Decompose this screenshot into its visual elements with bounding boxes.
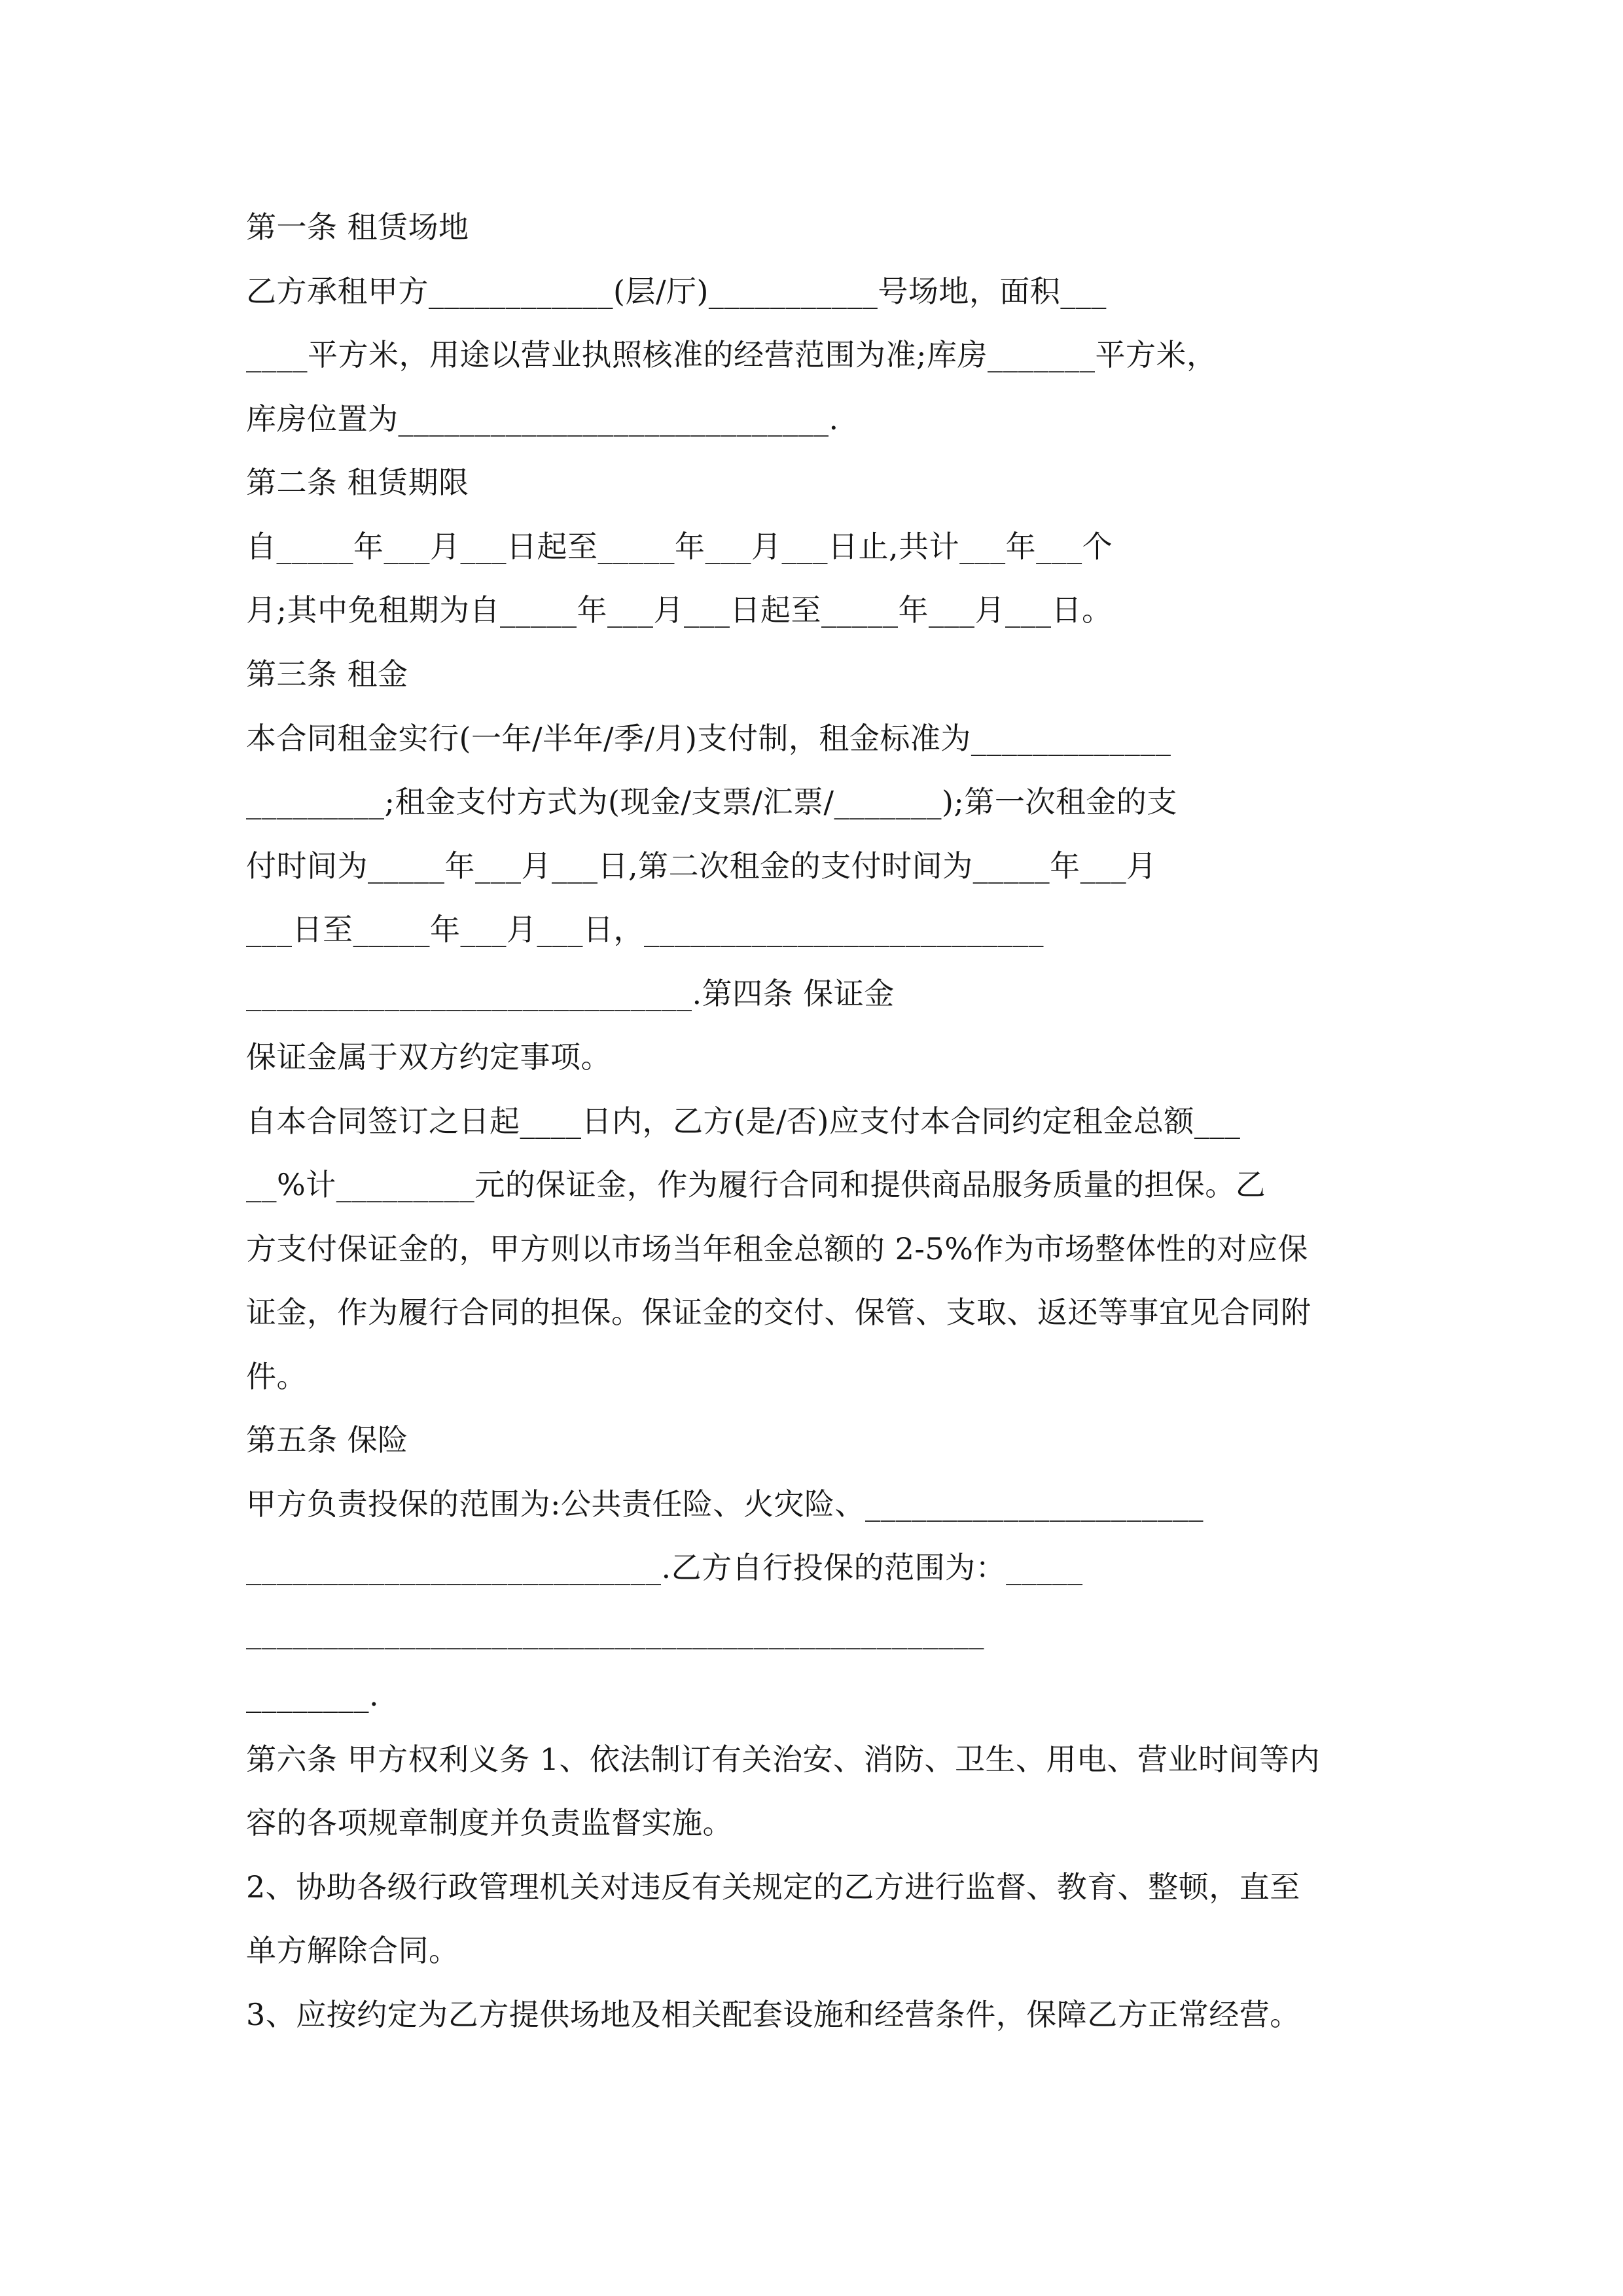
article-5-text-line: 甲方负责投保的范围为:公共责任险、火灾险、______________________ xyxy=(246,1486,1204,1522)
article-6-text-line: 2、协助各级行政管理机关对违反有关规定的乙方进行监督、教育、整顿，直至 xyxy=(246,1869,1300,1905)
article-4-text-line: __%计_________元的保证金，作为履行合同和提供商品服务质量的担保。乙 xyxy=(246,1167,1266,1202)
article-5-heading: 第五条 保险 xyxy=(246,1422,408,1458)
article-3-heading: 第三条 租金 xyxy=(246,656,408,692)
article-5-text-line: ________________________________________________ xyxy=(246,1614,984,1649)
article-1-text-line: 库房位置为____________________________. xyxy=(246,401,839,437)
article-4-text-line: 证金，作为履行合同的担保。保证金的交付、保管、支取、返还等事宜见合同附 xyxy=(246,1295,1311,1330)
article-6-text-line: 容的各项规章制度并负责监督实施。 xyxy=(246,1805,733,1840)
article-3-text-line: 本合同租金实行(一年/半年/季/月)支付制，租金标准为_____________ xyxy=(246,721,1171,756)
article-2-heading: 第二条 租赁期限 xyxy=(246,465,469,500)
article-6-text-line: 3、应按约定为乙方提供场地及相关配套设施和经营条件，保障乙方正常经营。 xyxy=(246,1997,1300,2032)
article-2-text-line: 自_____年___月___日起至_____年___月___日止,共计___年___个 xyxy=(246,529,1113,564)
article-4-text-line: 方支付保证金的，甲方则以市场当年租金总额的 2-5%作为市场整体性的对应保 xyxy=(246,1231,1308,1266)
article-5-text-line: ________. xyxy=(246,1677,380,1713)
article-6-text-line: 单方解除合同。 xyxy=(246,1933,459,1968)
article-6-heading: 第六条 甲方权利义务 1、依法制订有关治安、消防、卫生、用电、营业时间等内 xyxy=(246,1742,1321,1777)
article-2-text-line: 月;其中免租期为自_____年___月___日起至_____年___月___日。 xyxy=(246,592,1113,628)
article-3-text-line: _____________________________.第四条 保证金 xyxy=(246,976,895,1011)
article-4-text-line: 自本合同签订之日起____日内，乙方(是/否)应支付本合同约定租金总额___ xyxy=(246,1103,1241,1139)
article-1-heading: 第一条 租赁场地 xyxy=(246,209,469,245)
article-5-text-line: ___________________________.乙方自行投保的范围为：_____ xyxy=(246,1550,1083,1585)
article-3-text-line: ___日至_____年___月___日，__________________________ xyxy=(246,912,1044,947)
article-4-text-line: 件。 xyxy=(246,1359,307,1394)
article-3-text-line: 付时间为_____年___月___日,第二次租金的支付时间为_____年___月 xyxy=(246,848,1157,884)
article-1-text-line: 乙方承租甲方____________(层/厅)___________号场地，面积___ xyxy=(246,274,1107,309)
article-3-text-line: _________;租金支付方式为(现金/支票/汇票/_______);第一次租金的支 xyxy=(246,784,1177,819)
article-1-text-line: ____平方米，用途以营业执照核准的经营范围为准;库房_______平方米， xyxy=(246,337,1217,372)
article-4-text-line: 保证金属于双方约定事项。 xyxy=(246,1039,611,1075)
